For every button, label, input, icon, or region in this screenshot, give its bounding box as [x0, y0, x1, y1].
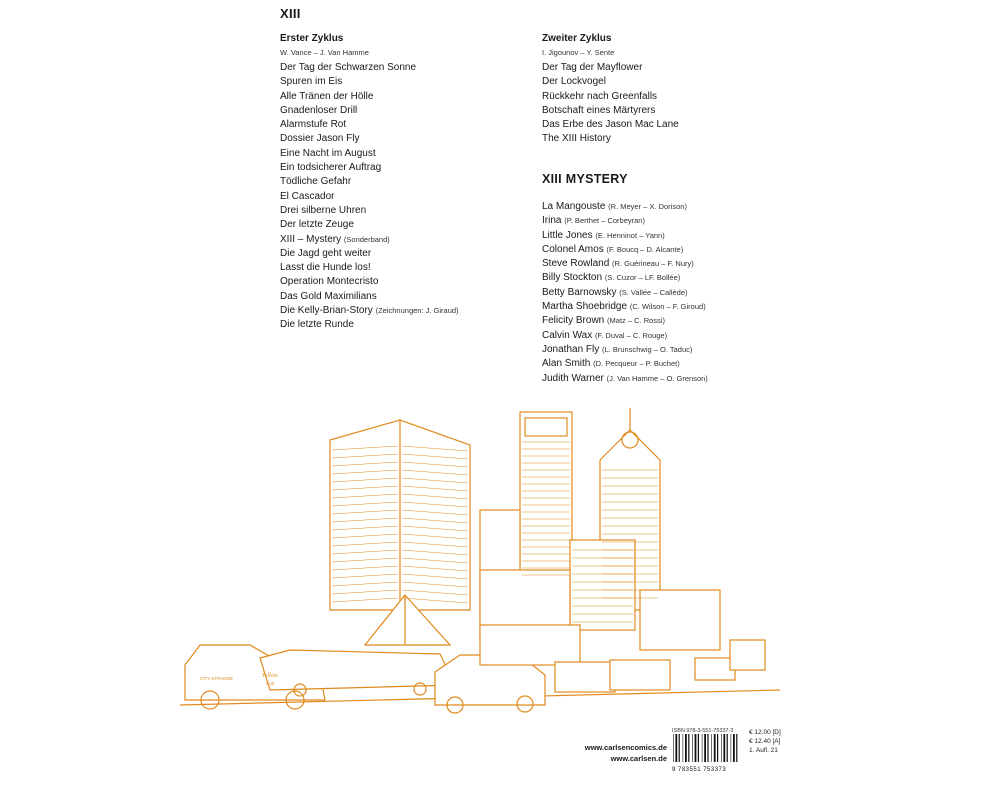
skyscraper-center: [520, 412, 572, 582]
list-item: Der Tag der Mayflower: [542, 62, 643, 73]
list-item: Alan Smith (D. Pecqueur – P. Buchet): [542, 358, 680, 370]
list-item: Irina (P. Berthet – Corbeyran): [542, 215, 645, 227]
list-item: Die letzte Runde: [280, 319, 354, 331]
barcode-bar: [717, 734, 718, 762]
list-item: Martha Shoebridge (C. Wilson – F. Giroud): [542, 301, 706, 313]
truck: [730, 640, 765, 670]
barcode-bars: [672, 734, 742, 762]
list-item: Tödliche Gefahr: [280, 176, 352, 188]
cycle1-heading: Erster Zyklus: [280, 33, 344, 44]
isbn-text: ISBN 978-3-551-75337-3: [672, 728, 734, 734]
list-item: Felicity Brown (Matz – C. Rossi): [542, 315, 665, 327]
barcode-bar: [688, 734, 689, 762]
series-title: XIII: [280, 6, 301, 21]
list-item: La Mangouste (R. Meyer – X. Dorison): [542, 201, 687, 212]
list-item: Das Gold Maximilians: [280, 290, 377, 302]
list-item: Die Kelly-Brian-Story (Zeichnungen: J. Giraud): [280, 305, 459, 317]
barcode-bar: [723, 734, 725, 762]
price-at: € 12.40 [A]: [749, 738, 781, 745]
car-right-1: [555, 662, 615, 692]
mystery-heading: XIII MYSTERY: [542, 172, 628, 186]
list-item: Die Jagd geht weiter: [280, 247, 372, 259]
taxi-sign-text: CITY STRANGE: [200, 676, 234, 681]
publisher-link[interactable]: www.carlsen.de: [610, 754, 667, 763]
cycle1-credit: W. Vance – J. Van Hamme: [280, 48, 369, 57]
cycle2-section: [542, 33, 679, 147]
cycle1-list: [280, 61, 459, 333]
barcode-bar: [679, 734, 680, 762]
list-item: Little Jones (E. Henninot – Yann): [542, 229, 665, 241]
list-item: Der Tag der Schwarzen Sonne: [280, 62, 417, 73]
city-street-illustration: [180, 400, 780, 740]
publisher-link-comics[interactable]: www.carlsencomics.de: [584, 743, 667, 752]
barcode-bar: [685, 734, 687, 762]
cycle2-list: [542, 61, 679, 147]
barcode-bar: [731, 734, 732, 762]
barcode-bar: [675, 734, 677, 762]
list-item: Lasst die Hunde los!: [280, 262, 371, 274]
list-item: Rückkehr nach Greenfalls: [542, 90, 658, 102]
list-item: Steve Rowland (R. Guérineau – F. Nury): [542, 258, 694, 270]
list-item: Dossier Jason Fly: [280, 133, 360, 145]
list-item: Drei silberne Uhren: [280, 204, 367, 216]
barcode-bar: [698, 734, 699, 762]
list-item: Botschaft eines Märtyrers: [542, 104, 656, 116]
list-item: Judith Warner (J. Van Hamme – O. Grenson): [542, 372, 708, 384]
car-right-2: [610, 660, 670, 690]
ean-number: 9 783551 753373: [672, 767, 727, 773]
price-de: € 12.00 [D]: [749, 729, 781, 736]
footer-links: [575, 742, 667, 764]
list-item: Der letzte Zeuge: [280, 219, 354, 231]
list-item: Calvin Wax (F. Duval – C. Rouge): [542, 329, 668, 341]
list-item: Alle Tränen der Hölle: [280, 90, 374, 102]
list-item: Colonel Amos (F. Boucq – D. Alcante): [542, 243, 684, 255]
mystery-list: [542, 200, 708, 386]
cycle2-credit: I. Jigounov – Y. Sente: [542, 48, 615, 57]
bus: [480, 625, 580, 665]
barcode-bar: [707, 734, 708, 762]
list-item: XIII – Mystery (Sonderband): [280, 233, 390, 245]
barcode: [672, 728, 742, 774]
barcode-bar: [733, 734, 735, 762]
list-item: Operation Montecristo: [280, 276, 379, 288]
taxi-logo-subtext: Cab: [266, 682, 275, 687]
price-block: [749, 728, 781, 755]
list-item: Betty Barnowsky (S. Vallée – Callède): [542, 286, 688, 298]
list-item: Billy Stockton (S. Cuzor – LF. Bollée): [542, 272, 681, 284]
barcode-bar: [714, 734, 716, 762]
barcode-bar: [695, 734, 697, 762]
mystery-section: [542, 172, 708, 386]
list-item: Eine Nacht im August: [280, 147, 376, 159]
list-item: Spuren im Eis: [280, 76, 343, 88]
taxi-logo-text: Yellow: [262, 673, 278, 679]
barcode-bar: [704, 734, 706, 762]
barcode-bar: [702, 734, 703, 762]
list-item: Jonathan Fly (L. Brunschwig – O. Taduc): [542, 343, 693, 355]
barcode-bar: [736, 734, 737, 762]
car-far-right: [695, 658, 735, 680]
list-item: Gnadenloser Drill: [280, 104, 358, 116]
list-item: Der Lockvogel: [542, 76, 606, 88]
barcode-bar: [683, 734, 684, 762]
barcode-bar: [721, 734, 722, 762]
list-item: El Cascador: [280, 190, 335, 202]
limousine-car: [260, 650, 455, 696]
list-item: Alarmstufe Rot: [280, 119, 347, 131]
cycle1-section: [280, 33, 459, 333]
list-item: Das Erbe des Jason Mac Lane: [542, 119, 679, 131]
cycle2-heading: Zweiter Zyklus: [542, 33, 612, 44]
skyscraper-left: [330, 420, 470, 610]
list-item: Ein todsicherer Auftrag: [280, 162, 382, 174]
barcode-bar: [692, 734, 693, 762]
list-item: The XIII History: [542, 133, 611, 145]
edition-note: 1. Aufl. 21: [749, 747, 778, 754]
barcode-bar: [711, 734, 712, 762]
barcode-bar: [727, 734, 728, 762]
barcode-bar: [673, 734, 674, 762]
